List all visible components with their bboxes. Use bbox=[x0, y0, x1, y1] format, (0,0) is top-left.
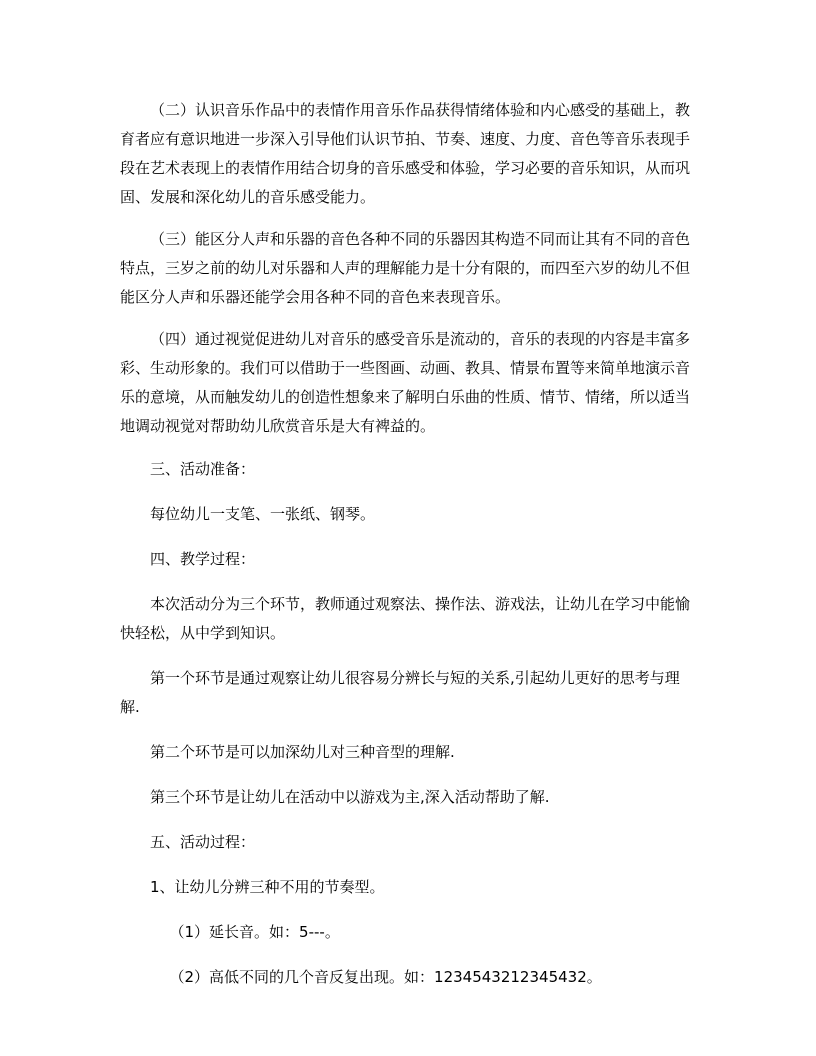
document-body bbox=[120, 96, 698, 992]
paragraph-rhythm-types: 1、让幼儿分辨三种不用的节奏型。 bbox=[150, 878, 385, 896]
paragraph-materials: 每位幼儿一支笔、一张纸、钢琴。 bbox=[150, 505, 376, 523]
paragraph-recognize-expression: （二）认识音乐作品中的表情作用音乐作品获得情绪体验和内心感受的基础上，教育者应有意识地进一步深入引导他们认识节拍、节奏、速度、力度、音色等音乐表现手段在艺术表现上的表情作用结合切身的音乐感受和体验，学习必要的音乐知识，从而巩固、发展和深化幼儿的音乐感受能力。 bbox=[120, 101, 691, 206]
paragraph-stage-two: 第二个环节是可以加深幼儿对三种音型的理解. bbox=[150, 743, 455, 761]
heading-activity-preparation: 三、活动准备： bbox=[150, 460, 256, 478]
heading-activity-process: 五、活动过程： bbox=[150, 833, 256, 851]
paragraph-stage-one: 第一个环节是通过观察让幼儿很容易分辨长与短的关系,引起幼儿更好的思考与理解. bbox=[120, 669, 680, 716]
paragraph-distinguish-timbre: （三）能区分人声和乐器的音色各种不同的乐器因其构造不同而让其有不同的音色特点，三岁之前的幼儿对乐器和人声的理解能力是十分有限的，而四至六岁的幼儿不但能区分人声和乐器还能学会用各种不同的音色来表现音乐。 bbox=[120, 230, 691, 306]
heading-teaching-process: 四、教学过程： bbox=[150, 550, 256, 568]
paragraph-repeated-notes: （2）高低不同的几个音反复出现。如：1234543212345432。 bbox=[169, 968, 602, 986]
paragraph-stage-three: 第三个环节是让幼儿在活动中以游戏为主,深入活动帮助了解. bbox=[150, 788, 550, 806]
paragraph-visual-perception: （四）通过视觉促进幼儿对音乐的感受音乐是流动的，音乐的表现的内容是丰富多彩、生动形象的。我们可以借助于一些图画、动画、教具、情景布置等来简单地演示音乐的意境，从而触发幼儿的创造性想象来了解明白乐曲的性质、情节、情绪，所以适当地调动视觉对帮助幼儿欣赏音乐是大有裨益的。 bbox=[120, 330, 691, 435]
paragraph-long-note: （1）延长音。如：5---。 bbox=[169, 923, 340, 941]
paragraph-three-stages: 本次活动分为三个环节，教师通过观察法、操作法、游戏法，让幼儿在学习中能愉快轻松，从中学到知识。 bbox=[120, 595, 691, 642]
